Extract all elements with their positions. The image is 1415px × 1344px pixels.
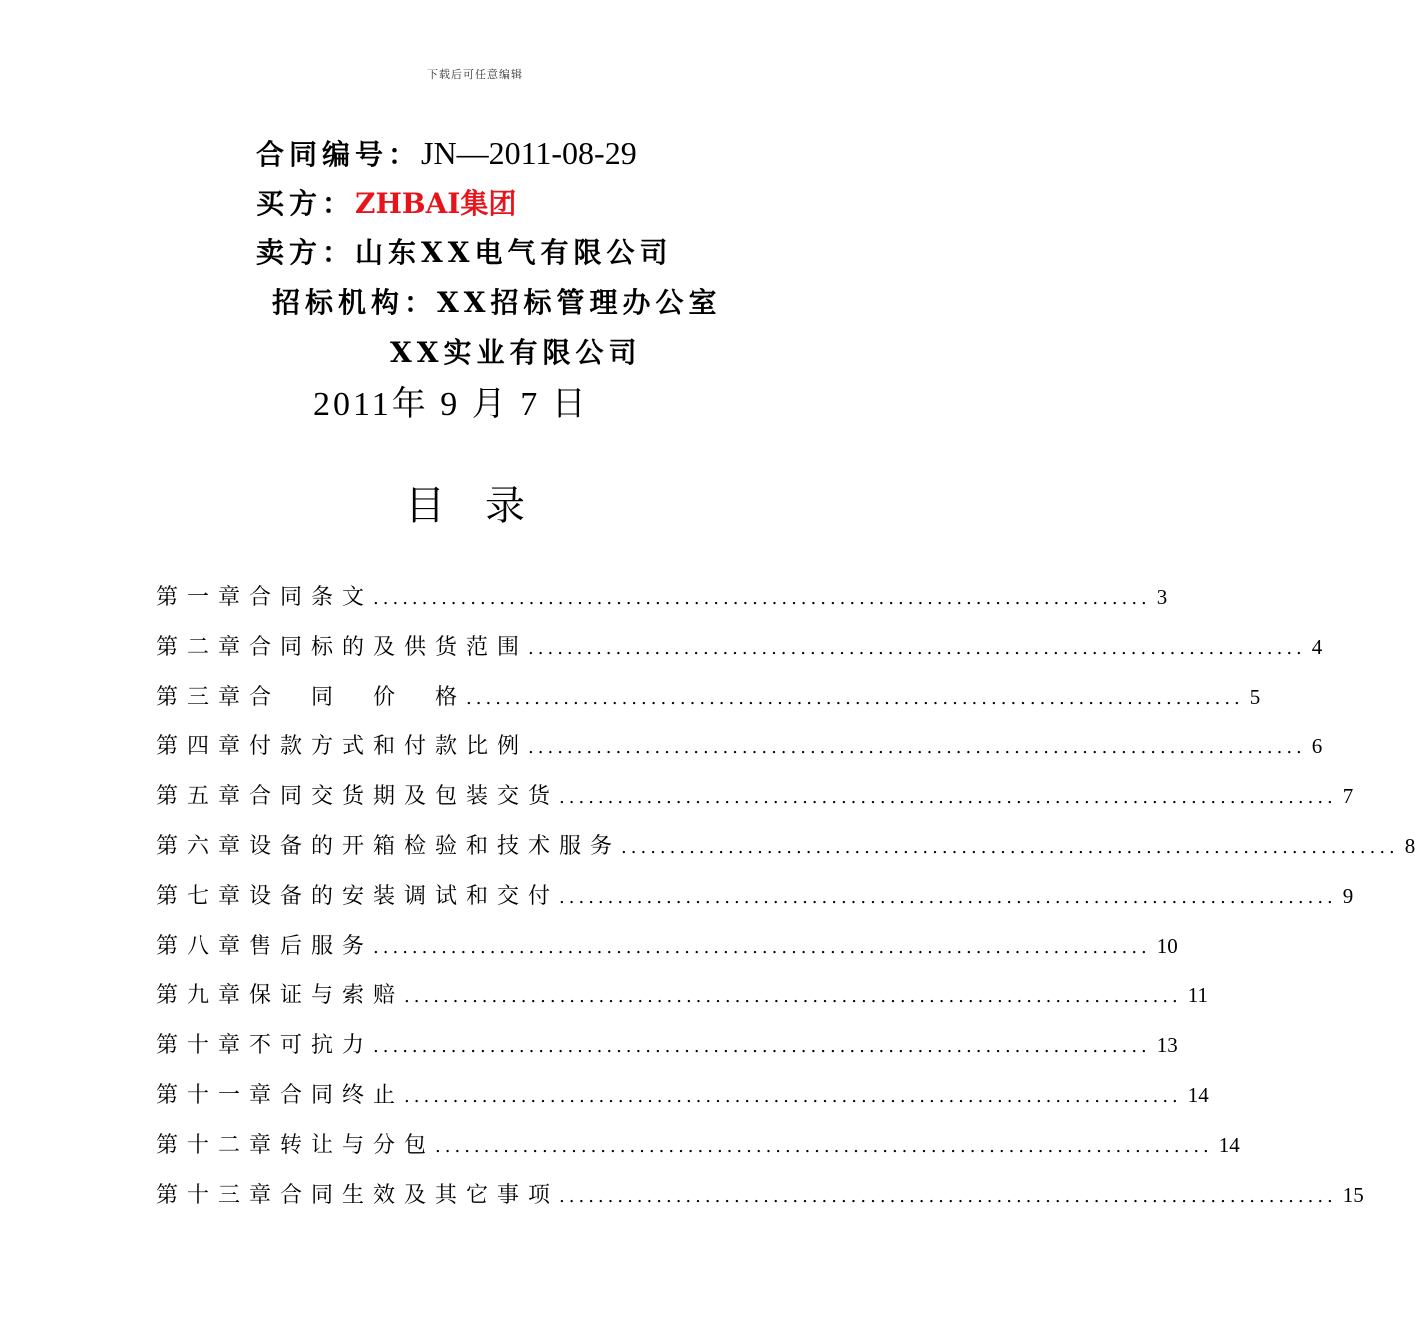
agency-name: XX招标管理办公室	[437, 286, 722, 319]
toc-leader-dots: ................................................................................	[373, 1036, 1151, 1058]
toc-entry[interactable]	[156, 929, 1178, 979]
toc-page-number: 4	[1311, 634, 1323, 659]
toc-chapter-number: 第八章	[156, 933, 250, 959]
agency-line	[272, 281, 721, 321]
toc-entry[interactable]	[156, 729, 1323, 779]
toc-chapter-number: 第五章	[156, 784, 250, 810]
toc-chapter-number: 第一章	[156, 585, 250, 610]
toc-chapter-number: 第二章	[156, 634, 250, 660]
toc-page-number: 7	[1342, 784, 1354, 809]
toc-page-number: 6	[1311, 734, 1323, 759]
toc-entry[interactable]	[156, 1128, 1240, 1178]
toc-chapter-title: 合同条文	[249, 585, 374, 610]
toc-chapter-number: 第六章	[156, 833, 250, 859]
toc-leader-dots: ................................................................................	[528, 737, 1306, 759]
toc-page-number: 5	[1249, 684, 1261, 709]
toc-chapter-number: 第十一章	[156, 1082, 281, 1108]
toc-leader-dots: ................................................................................	[559, 787, 1337, 809]
toc-page-number: 14	[1187, 1082, 1209, 1107]
toc-chapter-number: 第四章	[156, 734, 250, 760]
contract-number-label: 合同编号：	[256, 138, 422, 171]
toc-chapter-title: 合同终止	[280, 1082, 405, 1108]
toc-chapter-number: 第七章	[156, 883, 250, 909]
toc-entry[interactable]	[156, 829, 1415, 879]
toc-page-number: 11	[1187, 983, 1208, 1008]
toc-chapter-title: 合 同 价 格	[249, 684, 467, 710]
toc-page-number: 14	[1218, 1132, 1240, 1157]
toc-leader-dots: ................................................................................	[404, 986, 1182, 1008]
toc-entry[interactable]	[156, 580, 1168, 630]
toc-leader-dots: ................................................................................	[621, 836, 1399, 858]
toc-chapter-title: 售后服务	[249, 933, 374, 959]
toc-entry[interactable]	[156, 680, 1261, 730]
toc-title: 目录	[405, 483, 565, 529]
toc-page-number: 8	[1404, 833, 1415, 858]
toc-chapter-title: 付款方式和付款比例	[249, 734, 529, 760]
toc-page-number: 3	[1156, 585, 1168, 609]
toc-entry[interactable]	[156, 779, 1354, 829]
toc-leader-dots: ................................................................................	[435, 1135, 1213, 1157]
toc-leader-dots: ................................................................................	[373, 936, 1151, 958]
toc-page-number: 10	[1156, 933, 1178, 958]
toc-page-number: 13	[1156, 1033, 1178, 1058]
toc-leader-dots: ................................................................................	[528, 637, 1306, 659]
toc-chapter-title: 合同标的及供货范围	[249, 634, 529, 660]
toc-entry[interactable]	[156, 978, 1208, 1028]
seller-name: 山东XX电气有限公司	[355, 236, 673, 269]
toc-chapter-number: 第三章	[156, 684, 250, 710]
toc-chapter-number: 第十三章	[156, 1182, 281, 1208]
agency-label: 招标机构：	[272, 286, 438, 319]
buyer-name: ZHBAI集团	[355, 187, 517, 220]
toc-chapter-title: 转让与分包	[280, 1132, 436, 1158]
toc-leader-dots: ................................................................................	[466, 687, 1244, 709]
toc-leader-dots: ................................................................................	[559, 886, 1337, 908]
toc-entry[interactable]	[156, 630, 1323, 680]
toc-chapter-number: 第十二章	[156, 1132, 281, 1158]
toc-leader-dots: ................................................................................	[559, 1185, 1337, 1207]
buyer-line	[256, 182, 516, 222]
toc-chapter-title: 合同交货期及包装交货	[249, 784, 560, 810]
toc-chapter-title: 设备的安装调试和交付	[249, 883, 560, 909]
table-of-contents	[156, 580, 1415, 1227]
toc-page-number: 15	[1342, 1182, 1364, 1207]
toc-leader-dots: ................................................................................	[404, 1085, 1182, 1107]
contract-date: 2011年 9 月 7 日	[313, 386, 589, 423]
toc-chapter-title: 合同生效及其它事项	[280, 1182, 560, 1208]
toc-entry[interactable]	[156, 1028, 1178, 1078]
contract-number-line	[256, 133, 637, 173]
toc-chapter-number: 第十章	[156, 1033, 250, 1059]
toc-leader-dots: ................................................................................	[373, 588, 1151, 609]
toc-entry[interactable]	[156, 1078, 1209, 1128]
seller-label: 卖方：	[256, 236, 356, 269]
toc-entry[interactable]	[156, 1178, 1364, 1228]
toc-chapter-title: 不可抗力	[249, 1033, 374, 1059]
agency-name-second: XX实业有限公司	[390, 336, 642, 369]
seller-line	[256, 231, 672, 271]
buyer-label: 买方：	[256, 187, 356, 220]
toc-chapter-number: 第九章	[156, 983, 250, 1009]
toc-page-number: 9	[1342, 883, 1354, 908]
toc-entry[interactable]	[156, 879, 1354, 929]
page-header-note: 下载后可任意编辑	[427, 68, 523, 81]
toc-chapter-title: 设备的开箱检验和技术服务	[249, 833, 622, 859]
toc-chapter-title: 保证与索赔	[249, 983, 405, 1009]
contract-number-value: JN—2011-08-29	[421, 135, 637, 171]
